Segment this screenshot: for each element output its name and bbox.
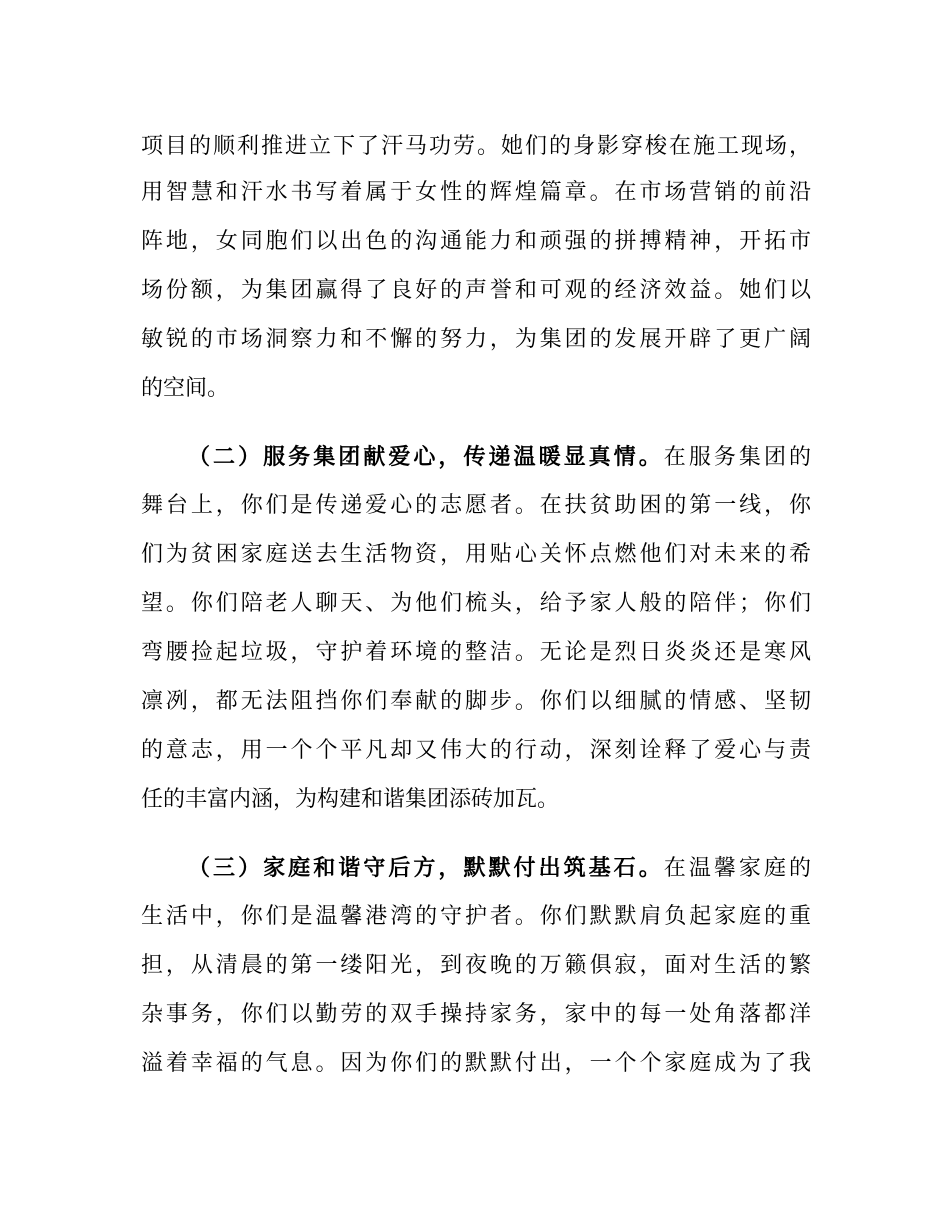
section-3-line: 溢着幸福的气息。因为你们的默默付出，一个个家庭成为了我 — [141, 1051, 811, 1076]
paragraph-1-line: 阵地，女同胞们以出色的沟通能力和顽强的拼搏精神，开拓市 — [141, 229, 811, 254]
section-3-line: 生活中，你们是温馨港湾的守护者。你们默默肩负起家庭的重 — [141, 904, 811, 929]
section-3-first-line — [188, 853, 811, 884]
section-2-line: 望。你们陪老人聊天、为他们梳头，给予家人般的陪伴；你们 — [141, 591, 811, 616]
section-3-line: 杂事务，你们以勤劳的双手操持家务，家中的每一处角落都洋 — [141, 1002, 811, 1027]
section-2-heading: （二）服务集团献爱心，传递温暖显真情。 — [188, 444, 664, 470]
paragraph-1-line: 敏锐的市场洞察力和不懈的努力，为集团的发展开辟了更广阔 — [141, 327, 811, 352]
section-3-line: 担，从清晨的第一缕阳光，到夜晚的万籁俱寂，面对生活的繁 — [141, 953, 811, 978]
paragraph-1-line: 用智慧和汗水书写着属于女性的辉煌篇章。在市场营销的前沿 — [141, 180, 811, 205]
paragraph-1-line: 场份额，为集团赢得了良好的声誉和可观的经济效益。她们以 — [141, 278, 811, 303]
section-3-heading: （三）家庭和谐守后方，默默付出筑基石。 — [188, 855, 664, 881]
section-2-line: 任的丰富内涵，为构建和谐集团添砖加瓦。 — [141, 787, 560, 812]
section-2-line: 的意志，用一个个平凡却又伟大的行动，深刻诠释了爱心与责 — [141, 738, 811, 763]
section-2-first-line-text: 在服务集团的 — [663, 445, 811, 470]
section-2-line: 凛冽，都无法阻挡你们奉献的脚步。你们以细腻的情感、坚韧 — [141, 689, 811, 714]
section-2-line: 弯腰捡起垃圾，守护着环境的整洁。无论是烈日炎炎还是寒风 — [141, 640, 811, 665]
section-2-line: 们为贫困家庭送去生活物资，用贴心关怀点燃他们对未来的希 — [141, 542, 811, 567]
paragraph-1-line: 的空间。 — [141, 376, 230, 401]
section-2-line: 舞台上，你们是传递爱心的志愿者。在扶贫助困的第一线，你 — [141, 493, 811, 518]
section-3-first-line-text: 在温馨家庭的 — [663, 856, 811, 881]
paragraph-1-line: 项目的顺利推进立下了汗马功劳。她们的身影穿梭在施工现场， — [141, 134, 811, 159]
section-2-first-line — [188, 442, 811, 473]
